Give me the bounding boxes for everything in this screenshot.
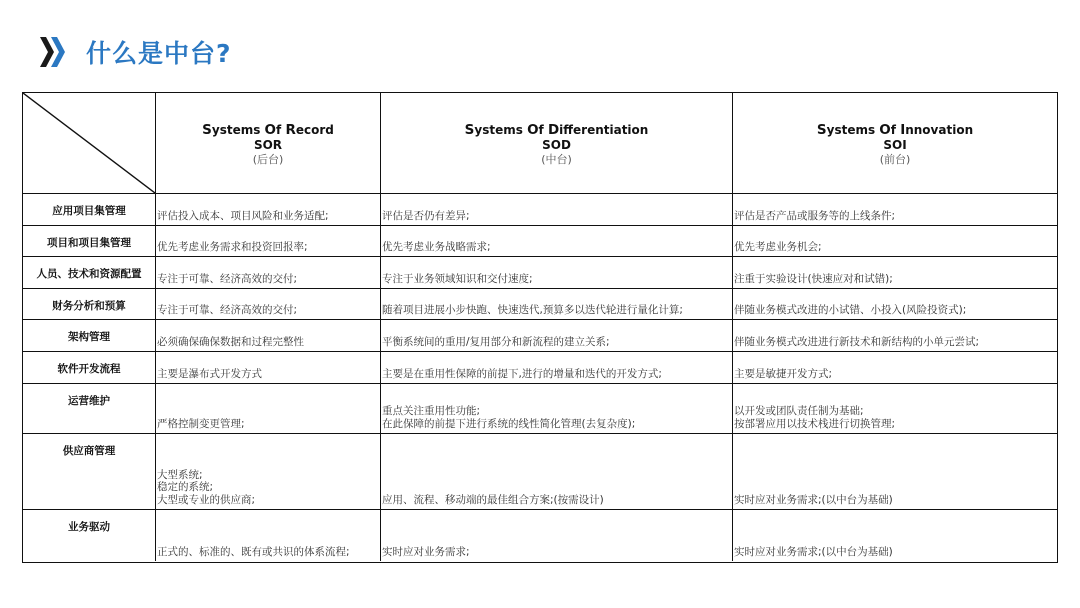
table-cell-sod xyxy=(381,194,733,226)
table-cell-soi xyxy=(733,352,1057,384)
table-cell-sor xyxy=(156,434,381,510)
title-initial: R xyxy=(285,122,296,138)
row-label: 人员、技术和资源配置 xyxy=(23,257,156,289)
column-title-en xyxy=(202,123,334,138)
page-title: 什么是中台? xyxy=(86,39,232,68)
cell-line: 实时应对业务需求; xyxy=(382,545,470,558)
cell-line: 稳定的系统; xyxy=(157,481,214,493)
table-cell-sod xyxy=(381,434,733,510)
title-rest: ecord xyxy=(295,123,334,137)
title-initial: I xyxy=(900,122,906,138)
column-title-en xyxy=(465,123,649,138)
cell-line: 在此保障的前提下进行系统的线性简化管理(去复杂度); xyxy=(382,417,636,430)
table-cell-sor xyxy=(156,257,381,289)
table-cell-sod xyxy=(381,384,733,434)
cell-line: 伴随业务模式改进的小试错、小投入(风险投资式); xyxy=(734,303,967,316)
column-title-en xyxy=(817,123,973,138)
title-initial: O xyxy=(527,122,539,138)
table-corner-cell xyxy=(23,93,156,194)
cell-line: 实时应对业务需求;(以中台为基础) xyxy=(734,493,893,506)
title-initial: O xyxy=(879,122,891,138)
title-rest: f xyxy=(276,123,286,137)
table-cell-sor xyxy=(156,510,381,561)
row-label: 应用项目集管理 xyxy=(23,194,156,226)
row-label: 软件开发流程 xyxy=(23,352,156,384)
table-cell-soi xyxy=(733,320,1057,352)
cell-line: 大型系统; xyxy=(157,468,203,481)
table-cell-sor xyxy=(156,320,381,352)
table-cell-sod xyxy=(381,510,733,561)
title-rest: f xyxy=(890,123,901,137)
row-label: 供应商管理 xyxy=(23,434,156,510)
table-cell-sor xyxy=(156,384,381,434)
title-rest: ifferentiation xyxy=(559,123,649,137)
table-cell-soi xyxy=(733,384,1057,434)
cell-line: 伴随业务模式改进进行新技术和新结构的小单元尝试; xyxy=(734,335,980,348)
row-label: 业务驱动 xyxy=(23,510,156,561)
diagonal-divider xyxy=(23,93,155,193)
title-rest: ystems xyxy=(211,123,265,137)
cell-line: 评估投入成本、项目风险和业务适配; xyxy=(157,209,329,222)
cell-line: 以开发或团队责任制为基础; xyxy=(734,405,864,417)
cell-line: 专注于可靠、经济高效的交付; xyxy=(157,272,298,285)
table-cell-sod xyxy=(381,289,733,320)
cell-line: 评估是否仍有差异; xyxy=(382,209,470,222)
cell-line: 主要是敏捷开发方式; xyxy=(734,367,833,380)
table-cell-sor xyxy=(156,289,381,320)
table-cell-soi xyxy=(733,289,1057,320)
column-layer-cn: (中台) xyxy=(541,153,572,166)
cell-line: 主要是瀑布式开发方式 xyxy=(157,367,262,380)
cell-line: 优先考虑业务需求和投资回报率; xyxy=(157,240,308,253)
cell-line: 重点关注重用性功能; xyxy=(382,405,481,417)
table-cell-soi xyxy=(733,226,1057,257)
column-abbr: SOR xyxy=(253,138,283,152)
column-layer-cn: (后台) xyxy=(252,153,284,166)
table-cell-sor xyxy=(156,352,381,384)
cell-line: 注重于实验设计(快速应对和试错); xyxy=(734,272,893,285)
table-cell-sor xyxy=(156,226,381,257)
title-initial: S xyxy=(202,122,212,138)
title-rest: ystems xyxy=(474,123,528,137)
row-label: 运营维护 xyxy=(23,384,156,434)
column-layer-cn: (前台) xyxy=(879,153,911,166)
row-label: 架构管理 xyxy=(23,320,156,352)
title-initial: S xyxy=(816,122,827,138)
table-cell-sod xyxy=(381,320,733,352)
column-header-sor xyxy=(156,93,381,194)
column-abbr: SOI xyxy=(883,138,907,152)
row-label: 财务分析和预算 xyxy=(23,289,156,320)
cell-line: 正式的、标准的、既有或共识的体系流程; xyxy=(157,545,350,558)
table-cell-soi xyxy=(733,510,1057,561)
table-cell-soi xyxy=(733,257,1057,289)
table-cell-sod xyxy=(381,226,733,257)
column-header-sod xyxy=(381,93,733,194)
cell-line: 专注于业务领域知识和交付速度; xyxy=(382,272,533,285)
cell-line: 优先考虑业务战略需求; xyxy=(382,240,491,253)
title-rest: ystems xyxy=(826,123,880,137)
title-initial: O xyxy=(264,122,277,138)
row-label: 项目和项目集管理 xyxy=(23,226,156,257)
cell-line: 专注于可靠、经济高效的交付; xyxy=(157,303,298,316)
column-header-soi xyxy=(733,93,1057,194)
cell-line: 随着项目进展小步快跑、快速迭代,预算多以迭代轮进行量化计算; xyxy=(382,303,683,316)
cell-line: 实时应对业务需求;(以中台为基础) xyxy=(734,545,893,558)
cell-line: 大型或专业的供应商; xyxy=(157,493,256,506)
table-cell-sor xyxy=(156,194,381,226)
cell-line: 按部署应用以技术栈进行切换管理; xyxy=(734,417,896,430)
table-cell-soi xyxy=(733,194,1057,226)
title-rest: nnovation xyxy=(905,123,974,137)
cell-line: 应用、流程、移动端的最佳组合方案;(按需设计) xyxy=(382,493,604,506)
double-chevron-right-icon xyxy=(40,35,66,69)
title-initial: D xyxy=(547,122,560,138)
column-abbr: SOD xyxy=(542,138,571,152)
cell-line: 严格控制变更管理; xyxy=(157,417,245,430)
table-cell-soi xyxy=(733,434,1057,510)
cell-line: 主要是在重用性保障的前提下,进行的增量和迭代的开发方式; xyxy=(382,367,662,380)
table-cell-sod xyxy=(381,352,733,384)
title-rest: f xyxy=(538,123,548,137)
cell-line: 必须确保确保数据和过程完整性 xyxy=(157,335,304,348)
cell-line: 平衡系统间的重用/复用部分和新流程的建立关系; xyxy=(382,335,610,348)
title-initial: S xyxy=(464,122,475,138)
cell-line: 评估是否产品或服务等的上线条件; xyxy=(734,209,896,222)
page-header xyxy=(40,30,232,74)
table-cell-sod xyxy=(381,257,733,289)
cell-line: 优先考虑业务机会; xyxy=(734,240,822,253)
comparison-table xyxy=(22,92,1058,563)
